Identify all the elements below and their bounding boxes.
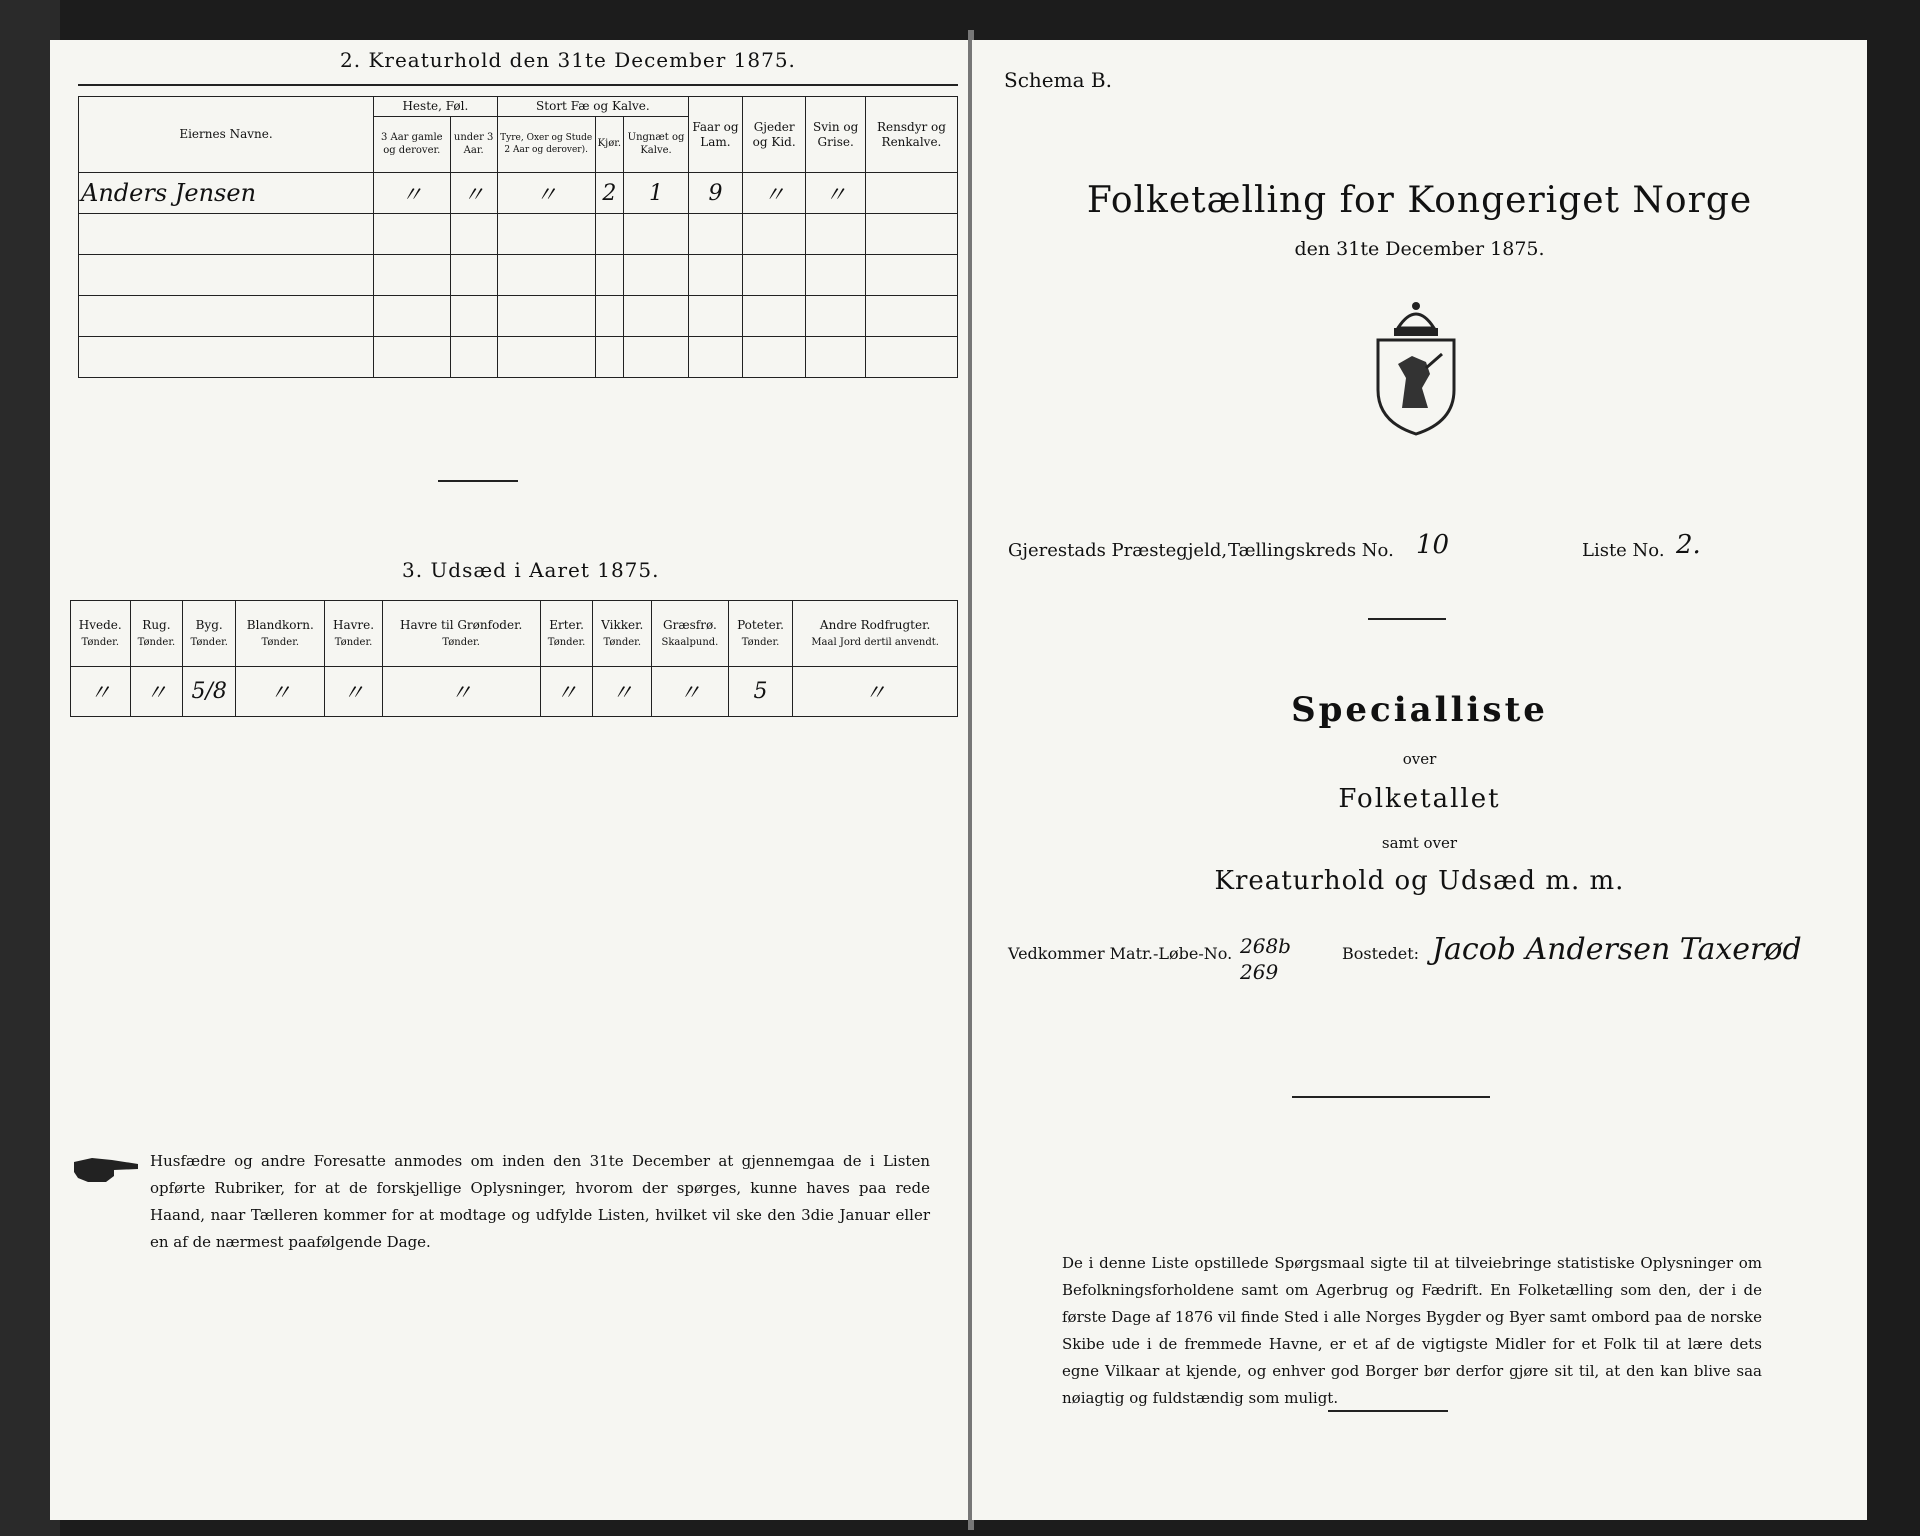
calves-header: Ungnæt og Kalve. (624, 117, 689, 173)
livestock-row (79, 337, 958, 378)
seed-header (130, 601, 183, 667)
census-date: den 31te December 1875. (1294, 238, 1545, 260)
seed-value-cell: 5/8 (183, 667, 236, 717)
livestock-row (79, 173, 958, 214)
divider-2 (1292, 1096, 1490, 1098)
seed-header-name: Poteter. (737, 617, 784, 632)
district-label: Tællingskreds No. (1228, 540, 1394, 561)
seed-header (593, 601, 652, 667)
seed-header (183, 601, 236, 667)
seed-table (70, 600, 958, 717)
list-number: 2. (1676, 530, 1701, 560)
seed-header-unit: Tønder. (603, 636, 642, 648)
seed-header-unit: Tønder. (190, 636, 228, 648)
seed-value-cell: 〃 (382, 667, 540, 717)
livestock-count-cell (497, 255, 595, 296)
livestock-count-cell (624, 337, 689, 378)
seed-header-name: Græsfrø. (663, 617, 717, 632)
seed-header-unit: Tønder. (547, 636, 586, 648)
horse-old-header: 3 Aar gamle og derover. (374, 117, 451, 173)
livestock-count-cell (595, 214, 623, 255)
livestock-count-cell: 9 (688, 173, 742, 214)
seed-header-name: Havre til Grønfoder. (399, 617, 523, 632)
livestock-count-cell: 〃 (497, 173, 595, 214)
livestock-count-cell (806, 255, 866, 296)
livestock-count-cell: 〃 (450, 173, 497, 214)
kreaturhold-heading: Kreaturhold og Udsæd m. m. (1214, 866, 1625, 896)
owner-name-cell (79, 214, 374, 255)
folketallet-heading: Folketallet (1338, 784, 1501, 814)
livestock-count-cell (624, 296, 689, 337)
horse-header: Heste, Føl. (374, 97, 498, 117)
main-title: Folketælling for Kongeriget Norge (1086, 180, 1753, 221)
seed-value-cell: 5 (728, 667, 792, 717)
livestock-count-cell: 〃 (374, 173, 451, 214)
matr-value-1: 268b (1240, 934, 1291, 958)
livestock-count-cell (688, 337, 742, 378)
livestock-count-cell (688, 296, 742, 337)
livestock-count-cell (806, 337, 866, 378)
section-3-title: 3. Udsæd i Aaret 1875. (402, 558, 660, 582)
livestock-count-cell: 2 (595, 173, 623, 214)
livestock-count-cell (595, 296, 623, 337)
seed-header-name: Hvede. (78, 617, 122, 632)
seed-header-name: Byg. (195, 617, 223, 632)
livestock-count-cell (624, 214, 689, 255)
norway-coat-of-arms-icon (1368, 298, 1464, 438)
census-purpose-paragraph: De i denne Liste opstillede Spørgsmaal sigte til at tilveiebringe statistiske Oplysninger om Befolkningsforholdene samt om Agerbrug og Fædrift. En Folketælling som den, der i de første Dage af 1876 vil finde Sted i alle Norges Bygder og Byer samt ombord paa de norske Skibe ude i de fremmede Havne, er et af de vigtigste Midler for et Folk til at lære dets egne Vilkaar at kjende, og enhver god Borger bør derfor gjøre sit til, at den kan blive saa nøiagtig og fuldstændig som muligt. (1062, 1254, 1762, 1407)
livestock-count-cell (742, 296, 805, 337)
owner-name-cell (79, 296, 374, 337)
livestock-count-cell (742, 214, 805, 255)
livestock-count-cell (374, 296, 451, 337)
livestock-count-cell (865, 214, 957, 255)
cows-header: Kjør. (595, 117, 623, 173)
livestock-count-cell (865, 337, 957, 378)
seed-header-name: Andre Rodfrugter. (819, 617, 931, 632)
divider-bottom (1328, 1410, 1448, 1412)
livestock-count-cell (497, 337, 595, 378)
livestock-count-cell (374, 255, 451, 296)
livestock-count-cell (595, 255, 623, 296)
matr-label: Vedkommer Matr.-Løbe-No. (1008, 944, 1233, 963)
livestock-count-cell (497, 214, 595, 255)
bulls-header: Tyre, Oxer og Stude 2 Aar og derover). (497, 117, 595, 173)
samt-over: samt over (1381, 834, 1458, 852)
seed-header (71, 601, 131, 667)
livestock-row (79, 214, 958, 255)
livestock-count-cell (742, 255, 805, 296)
seed-header (540, 601, 593, 667)
seed-header-unit: Tønder. (334, 636, 373, 648)
owner-header: Eiernes Navne. (79, 97, 374, 173)
seed-header (382, 601, 540, 667)
pointing-hand-icon (72, 1152, 140, 1188)
instructions-notice: Husfædre og andre Foresatte anmodes om inden den 31te December at gjennemgaa de i Listen opførte Rubriker, for at de forskjellige Oplysninger, hvorom der spørges, kunne haves paa rede Haand, naar Tælleren kommer for at modtage og udfylde Listen, hvilket vil ske den 3die Januar eller en af de nærmest paafølgende Dage. (150, 1152, 930, 1251)
livestock-count-cell (374, 214, 451, 255)
seed-header-name: Rug. (142, 617, 171, 632)
seed-header-unit: Tønder. (442, 636, 480, 648)
right-page (972, 40, 1867, 1520)
horse-young-header: under 3 Aar. (450, 117, 497, 173)
seed-value-cell: 〃 (325, 667, 382, 717)
livestock-count-cell (865, 173, 957, 214)
livestock-count-cell (806, 214, 866, 255)
livestock-count-cell (865, 255, 957, 296)
livestock-count-cell (865, 296, 957, 337)
livestock-count-cell (624, 255, 689, 296)
seed-header-unit: Skaalpund. (661, 636, 719, 648)
seed-value-cell: 〃 (652, 667, 729, 717)
section-2-title: 2. Kreaturhold den 31te December 1875. (340, 48, 796, 72)
livestock-count-cell (497, 296, 595, 337)
livestock-count-cell (806, 296, 866, 337)
reindeer-header: Rensdyr og Renkalve. (865, 97, 957, 173)
owner-name-cell: Anders Jensen (79, 173, 374, 214)
specialliste-heading: Specialliste (1291, 690, 1548, 730)
livestock-count-cell (450, 296, 497, 337)
seed-value-cell: 〃 (540, 667, 593, 717)
seed-value-cell: 〃 (236, 667, 325, 717)
livestock-count-cell: 〃 (806, 173, 866, 214)
district-number: 10 (1416, 530, 1450, 560)
seed-header-name: Vikker. (601, 617, 644, 632)
livestock-row (79, 255, 958, 296)
seed-header (793, 601, 958, 667)
bostedet-value: Jacob Andersen Taxerød (1432, 932, 1802, 967)
livestock-count-cell (374, 337, 451, 378)
seed-header-unit: Tønder. (137, 636, 176, 648)
livestock-count-cell (688, 214, 742, 255)
livestock-count-cell (450, 337, 497, 378)
seed-header (236, 601, 325, 667)
top-rule (78, 84, 958, 86)
seed-value-cell: 〃 (593, 667, 652, 717)
livestock-count-cell: 1 (624, 173, 689, 214)
seed-value-cell: 〃 (71, 667, 131, 717)
sheep-header: Faar og Lam. (688, 97, 742, 173)
over-1: over (1402, 750, 1437, 768)
seed-value-cell: 〃 (793, 667, 958, 717)
seed-header-unit: Tønder. (741, 636, 780, 648)
matr-value-2: 269 (1240, 960, 1279, 984)
seed-header (652, 601, 729, 667)
divider-1 (1368, 618, 1446, 620)
seed-header-name: Havre. (333, 617, 375, 632)
list-label: Liste No. (1582, 540, 1665, 561)
livestock-count-cell (742, 337, 805, 378)
owner-name-cell (79, 255, 374, 296)
pig-header: Svin og Grise. (806, 97, 866, 173)
seed-value-cell: 〃 (130, 667, 183, 717)
left-page (50, 40, 970, 1520)
cattle-header: Stort Fæ og Kalve. (497, 97, 688, 117)
seed-header-name: Blandkorn. (246, 617, 314, 632)
seed-header-unit: Tønder. (81, 636, 120, 648)
seed-header (325, 601, 382, 667)
livestock-table (78, 96, 958, 378)
livestock-count-cell (450, 255, 497, 296)
seed-header (728, 601, 792, 667)
schema-label: Schema B. (1004, 68, 1112, 92)
livestock-count-cell (450, 214, 497, 255)
divider-short (438, 480, 518, 482)
bostedet-label: Bostedet: (1342, 944, 1420, 963)
owner-name-cell (79, 337, 374, 378)
livestock-count-cell: 〃 (742, 173, 805, 214)
goat-header: Gjeder og Kid. (742, 97, 805, 173)
seed-header-unit: Tønder. (261, 636, 300, 648)
livestock-count-cell (688, 255, 742, 296)
livestock-row (79, 296, 958, 337)
seed-header-name: Erter. (549, 617, 584, 632)
parish-label: Gjerestads Præstegjeld, (1008, 540, 1228, 561)
livestock-count-cell (595, 337, 623, 378)
seed-header-unit: Maal Jord dertil anvendt. (811, 636, 939, 648)
